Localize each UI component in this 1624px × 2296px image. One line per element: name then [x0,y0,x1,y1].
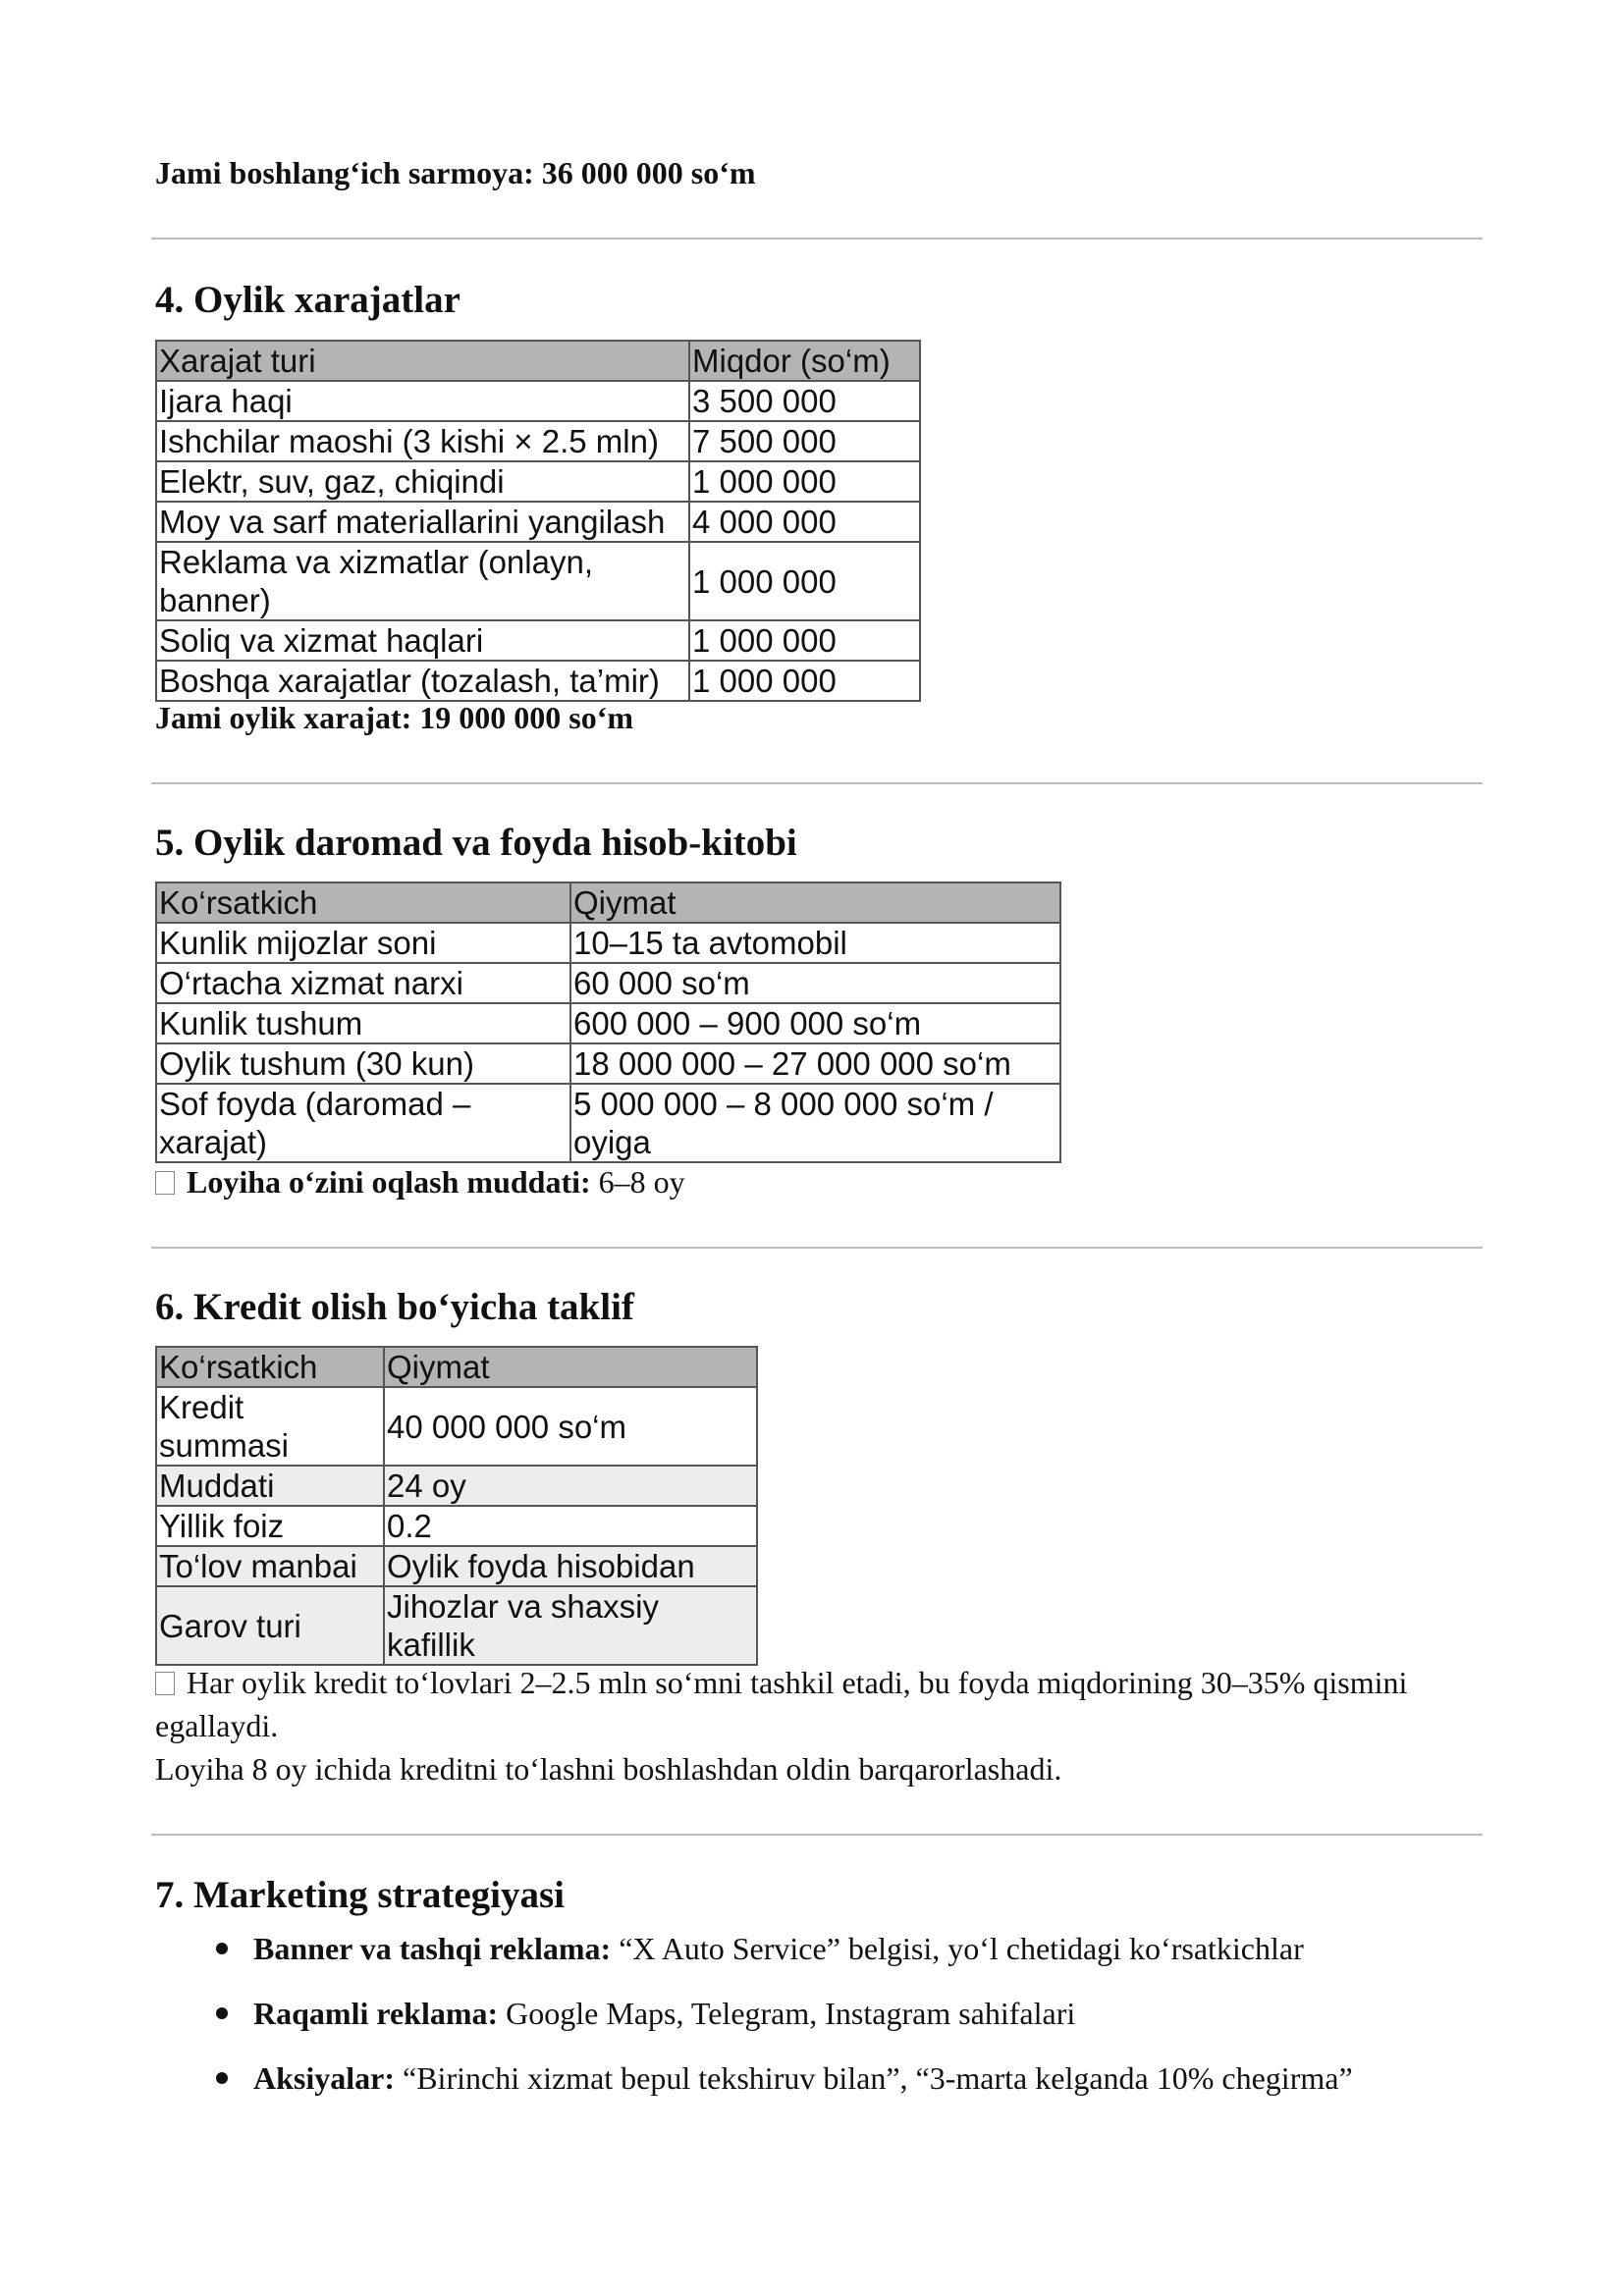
table-cell: Boshqa xarajatlar (tozalash, ta’mir) [156,661,689,701]
header-cell: Ko‘rsatkich [156,882,570,923]
item-label: Banner va tashqi reklama: [253,1931,612,1966]
table-cell: 1 000 000 [689,620,920,661]
table-row [156,381,920,421]
section-6-heading: 6. Kredit olish bo‘yicha taklif [155,1286,634,1328]
checkbox-placeholder-icon [155,1672,175,1695]
bullet-icon [216,2007,228,2019]
table-cell: 24 oy [384,1466,757,1506]
table-cell: Jihozlar va shaxsiy kafillik [384,1586,757,1665]
table-cell: Garov turi [156,1586,384,1665]
table-cell: Kunlik mijozlar soni [156,923,570,963]
checkbox-placeholder-icon [155,1171,175,1195]
table-cell: Reklama va xizmatlar (onlayn, banner) [156,542,689,620]
table-row [156,502,920,542]
item-label: Aksiyalar: [253,2060,395,2096]
stabilization-note: Loyiha 8 oy ichida kreditni to‘lashni boshlashdan oldin barqarorlashadi. [155,1751,1062,1787]
table-row [156,1084,1060,1162]
table-row [156,461,920,502]
table-row [156,963,1060,1003]
table-cell: 18 000 000 – 27 000 000 so‘m [570,1043,1060,1084]
table-cell: To‘lov manbai [156,1546,384,1586]
table-cell: 1 000 000 [689,542,920,620]
divider [151,238,1483,240]
header-cell: Qiymat [570,882,1060,923]
table-row [156,1466,757,1506]
table-header-row [156,341,920,381]
table-cell: O‘rtacha xizmat narxi [156,963,570,1003]
table-cell: Kredit summasi [156,1387,384,1466]
payback-note [155,1160,685,1203]
table-cell: Elektr, suv, gaz, chiqindi [156,461,689,502]
table-row [156,421,920,461]
table-cell: 60 000 so‘m [570,963,1060,1003]
monthly-expenses-total: Jami oylik xarajat: 19 000 000 so‘m [155,700,634,735]
table-cell: Sof foyda (daromad – xarajat) [156,1084,570,1162]
table-cell: Ijara haqi [156,381,689,421]
table-cell: 7 500 000 [689,421,920,461]
bullet-icon [216,2072,228,2084]
table-cell: 3 500 000 [689,381,920,421]
table-cell: Yillik foiz [156,1506,384,1546]
bullet-icon [216,1943,228,1954]
credit-proposal-table [155,1346,758,1666]
table-cell: Oylik foyda hisobidan [384,1546,757,1586]
monthly-expenses-table [155,340,921,702]
table-cell: Oylik tushum (30 kun) [156,1043,570,1084]
header-cell: Qiymat [384,1347,757,1387]
payback-label: Loyiha o‘zini oqlash muddati: [187,1164,591,1200]
table-cell: Ishchilar maoshi (3 kishi × 2.5 mln) [156,421,689,461]
list-item [155,1929,1353,1994]
item-label: Raqamli reklama: [253,1996,499,2031]
table-cell: 1 000 000 [689,661,920,701]
table-cell: 4 000 000 [689,502,920,542]
section-5-heading: 5. Oylik daromad va foyda hisob-kitobi [155,822,797,864]
table-row [156,1043,1060,1084]
item-text: “Birinchi xizmat bepul tekshiruv bilan”, “3-marta kelganda 10% chegirma” [395,2060,1353,2096]
table-row [156,661,920,701]
table-cell: 10–15 ta avtomobil [570,923,1060,963]
table-cell: Moy va sarf materiallarini yangilash [156,502,689,542]
table-cell: 600 000 – 900 000 so‘m [570,1003,1060,1043]
table-cell: 5 000 000 – 8 000 000 so‘m / oyiga [570,1084,1060,1162]
header-cell: Xarajat turi [156,341,689,381]
income-profit-table [155,881,1061,1163]
table-cell: 1 000 000 [689,461,920,502]
divider [151,1834,1483,1836]
table-row [156,1387,757,1466]
section-7-heading: 7. Marketing strategiyasi [155,1874,566,1916]
divider [151,1247,1483,1249]
table-row [156,542,920,620]
table-header-row [156,1347,757,1387]
marketing-list [155,1929,1353,2123]
table-cell: Muddati [156,1466,384,1506]
table-cell: Kunlik tushum [156,1003,570,1043]
header-cell: Ko‘rsatkich [156,1347,384,1387]
header-cell: Miqdor (so‘m) [689,341,920,381]
table-row [156,620,920,661]
table-row [156,1003,1060,1043]
table-cell: 0.2 [384,1506,757,1546]
table-row [156,1586,757,1665]
table-cell: 40 000 000 so‘m [384,1387,757,1466]
table-row [156,923,1060,963]
list-item [155,2058,1353,2123]
item-text: Google Maps, Telegram, Instagram sahifalari [498,1996,1076,2031]
table-header-row [156,882,1060,923]
section-4-heading: 4. Oylik xarajatlar [155,279,460,321]
list-item [155,1994,1353,2058]
item-text: “X Auto Service” belgisi, yo‘l chetidagi ko‘rsatkichlar [611,1931,1304,1966]
payback-value: 6–8 oy [590,1164,685,1200]
credit-payment-text: Har oylik kredit to‘lovlari 2–2.5 mln so‘mni tashkil etadi, bu foyda miqdorining 30–35% qismini egallaydi. [155,1665,1408,1743]
initial-investment-total: Jami boshlang‘ich sarmoya: 36 000 000 so‘m [155,155,756,190]
table-row [156,1506,757,1546]
credit-payment-note [155,1661,1490,1747]
divider [151,782,1483,784]
table-cell: Soliq va xizmat haqlari [156,620,689,661]
table-row [156,1546,757,1586]
